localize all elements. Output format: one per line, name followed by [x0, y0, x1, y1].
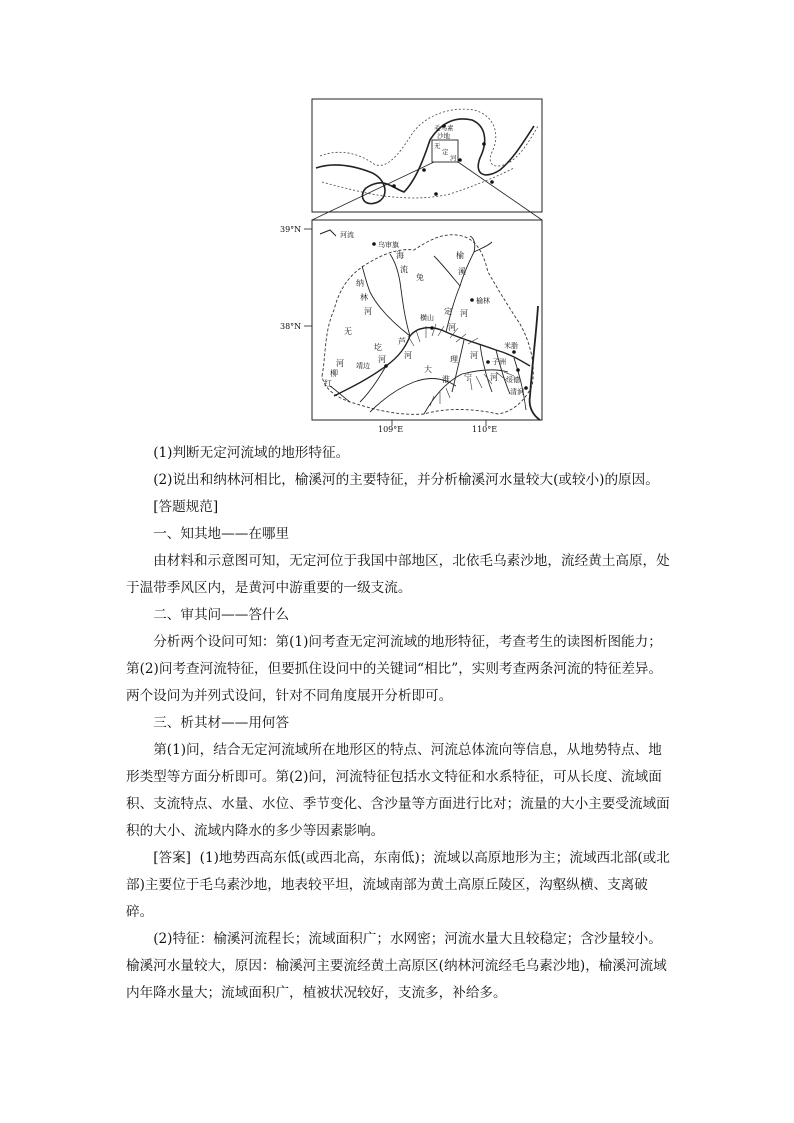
basin-boundary-dashed: [320, 109, 538, 198]
river-char-he-2: 河: [460, 309, 468, 318]
section-1-body: 由材料和示意图可知，无定河位于我国中部地区，北依毛乌素沙地，流经黄土高原，处于温带季风区内，是黄河中游重要的一级支流。: [126, 553, 670, 596]
river-char-da: 大: [424, 365, 432, 374]
river-char-he-8: 河: [378, 355, 386, 364]
river-char-li: 理: [450, 355, 458, 364]
river-char-he-7: 河: [336, 359, 344, 368]
river-char-lu: 芦: [398, 337, 406, 346]
river-char-hai: 海: [396, 251, 404, 260]
river-char-yu: 榆: [456, 251, 464, 260]
answer-part-2: (2)特征：榆溪河流程长；流域面积广；水网密；河流水量大且较稳定；含沙量较小。榆溪河水量较大，原因：榆溪河主要流经黄土高原区(纳林河流经毛乌素沙地)，榆溪河流域内年降水量大；流域面积广，植被状况较好，支流多，补给多。: [126, 931, 667, 1001]
section-2-body: 分析两个设问可知：第(1)问考查无定河流域的地形特征，考查考生的读图析图能力；第(2)问考查河流特征，但要抓住设问中的关键词“相比”，实则考查两条河流的特征差异。两个设问为并列式设问，针对不同角度展开分析即可。: [126, 634, 663, 704]
place-mizhi: 米脂: [504, 342, 518, 350]
answer-part-1: [126, 845, 674, 926]
river-char-ge: 圪: [374, 343, 382, 352]
river-char-ding: 定: [444, 307, 452, 316]
legend-river-symbol: [320, 230, 336, 236]
lon-label-110: 110°E: [472, 425, 498, 434]
legend-river-label: 河流: [340, 231, 354, 239]
map-figure: [274, 96, 554, 436]
lat-label-38: 38°N: [280, 322, 302, 331]
river-char-huai: 淮: [442, 375, 450, 384]
lat-label-39: 39°N: [280, 225, 302, 234]
section-3-heading: 三、析其材——用何答: [153, 715, 290, 731]
river-char-he-3: 河: [448, 323, 456, 332]
place-hengshan: 横山: [420, 314, 434, 322]
place-zizhou: 子洲: [492, 358, 506, 366]
guide-title: [答题规范]: [153, 499, 219, 515]
river-char-liu: 流: [400, 265, 408, 274]
answer-part-1-text: (1)地势西高东低(或西北高，东南低)；流域以高原地形为主；流域西北部(或北部)主要位于毛乌素沙地，地表较平坦，流域南部为黄土高原丘陵区，沟壑纵横、支离破碎。: [126, 850, 670, 920]
river-char-he-5: 河: [470, 351, 478, 360]
inset-label-ding: 定: [442, 148, 449, 156]
place-suide: 绥德: [506, 376, 520, 384]
river-char-xi: 溪: [458, 267, 466, 276]
yellow-river-segment: [530, 306, 540, 420]
river-char-liu-2: 柳: [330, 369, 338, 378]
answer-label: [答案]: [153, 850, 191, 866]
inset-label-he: 河: [450, 154, 457, 162]
place-yulin: 榆林: [476, 297, 490, 305]
river-char-lin: 林: [360, 293, 368, 302]
place-wushenqi: 乌审旗: [378, 241, 399, 249]
yellow-river-outline: [316, 119, 534, 204]
river-char-he-4: 河: [404, 351, 412, 360]
basin-boundary: [322, 235, 533, 415]
document-body: [126, 440, 674, 1007]
inset-label-sha-di: 沙地: [437, 132, 450, 140]
place-qingjian: 清涧: [510, 388, 524, 396]
tributaries: [330, 236, 526, 414]
river-char-ning: 宁: [464, 373, 472, 382]
river-char-na: 纳: [356, 279, 364, 288]
inset-map: [312, 99, 542, 220]
inset-label-wu: 无: [434, 142, 441, 150]
inset-label-mu-1: 毛乌素: [434, 124, 454, 132]
section-1-heading: 一、知其地——在哪里: [153, 526, 290, 542]
river-char-hong: 红: [324, 379, 332, 388]
river-char-tu: 兔: [416, 273, 424, 282]
river-char-wu: 无: [344, 327, 352, 336]
basin-map: [280, 220, 542, 434]
place-jingbian: 靖边: [356, 362, 370, 370]
section-3-body: 第(1)问，结合无定河流域所在地形区的特点、河流总体流向等信息，从地势特点、地形类型等方面分析即可。第(2)问，河流特征包括水文特征和水系特征，可从长度、流域面积、支流特点、水量、水位、季节变化、含沙量等方面进行比对；流量的大小主要受流域面积的大小、流域内降水的多少等因素影响。: [126, 742, 670, 839]
question-2: (2)说出和纳林河相比，榆溪河的主要特征，并分析榆溪河水量较大(或较小)的原因。: [153, 472, 659, 488]
question-1: (1)判断无定河流域的地形特征。: [153, 445, 350, 461]
river-char-he-6: 河: [490, 373, 498, 382]
river-char-he-1: 河: [364, 307, 372, 316]
section-2-heading: 二、审其问——答什么: [153, 607, 290, 623]
lon-label-109: 109°E: [378, 425, 404, 434]
